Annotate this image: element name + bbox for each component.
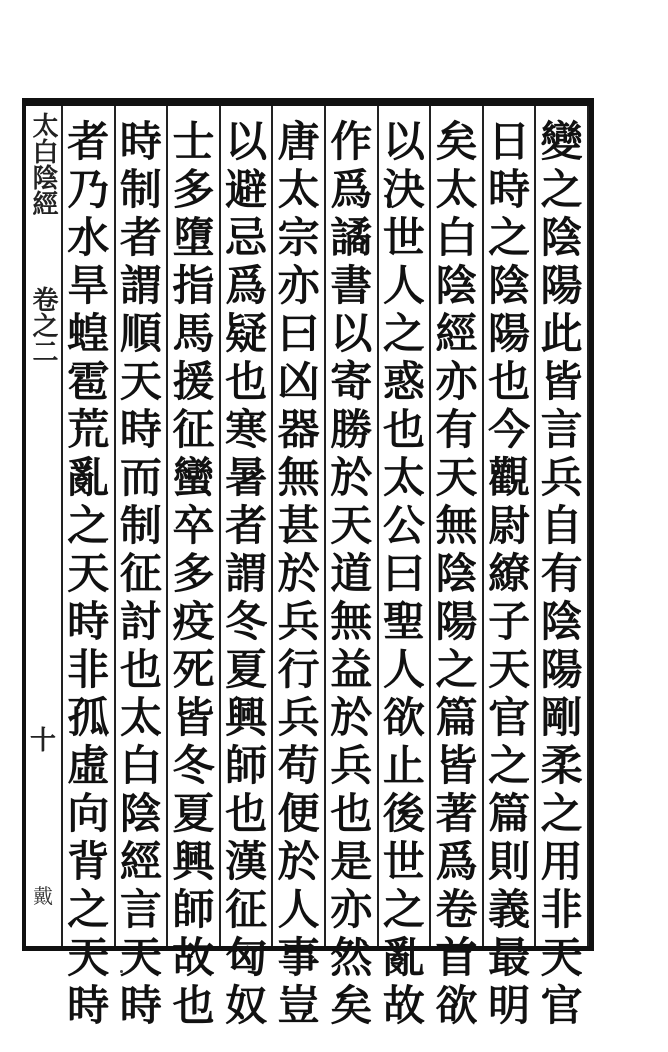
character: 譎 bbox=[330, 213, 373, 262]
character: 柔 bbox=[540, 741, 583, 790]
character: 征 bbox=[225, 885, 268, 934]
character: 決 bbox=[382, 165, 425, 214]
character: 之 bbox=[488, 213, 531, 262]
character: 有 bbox=[540, 549, 583, 598]
character: 陽 bbox=[540, 261, 583, 310]
text-column bbox=[433, 117, 481, 1030]
character: 器 bbox=[277, 405, 320, 454]
character: 夏 bbox=[225, 645, 268, 694]
character: 忌 bbox=[225, 213, 268, 262]
character: 則 bbox=[488, 837, 531, 886]
character: 之 bbox=[435, 645, 478, 694]
character: 人 bbox=[382, 261, 425, 310]
column-rule bbox=[114, 106, 116, 946]
character: 旱 bbox=[67, 261, 110, 310]
fold-page-number: 十 bbox=[29, 726, 56, 756]
character: 討 bbox=[119, 597, 162, 646]
character: 篇 bbox=[488, 789, 531, 838]
character: 孤 bbox=[67, 693, 110, 742]
character: 太 bbox=[119, 693, 162, 742]
character: 匈 bbox=[225, 933, 268, 982]
character: 兵 bbox=[277, 693, 320, 742]
character: 太 bbox=[382, 453, 425, 502]
character: 世 bbox=[382, 837, 425, 886]
character: 益 bbox=[330, 645, 373, 694]
character: 矣 bbox=[330, 981, 373, 1030]
character: 多 bbox=[172, 549, 215, 598]
character: 欲 bbox=[382, 693, 425, 742]
character: 爲 bbox=[330, 165, 373, 214]
character: 便 bbox=[277, 789, 320, 838]
character: 觀 bbox=[488, 453, 531, 502]
character: 曰 bbox=[277, 309, 320, 358]
character: 制 bbox=[119, 501, 162, 550]
character: 爲 bbox=[225, 261, 268, 310]
character: 之 bbox=[382, 309, 425, 358]
character: 蝗 bbox=[67, 309, 110, 358]
character: 故 bbox=[382, 981, 425, 1030]
character: 於 bbox=[330, 453, 373, 502]
character: 首 bbox=[435, 933, 478, 982]
character: 夏 bbox=[172, 789, 215, 838]
character: 言 bbox=[540, 405, 583, 454]
character: 今 bbox=[488, 405, 531, 454]
character: 甚 bbox=[277, 501, 320, 550]
character: 荒 bbox=[67, 405, 110, 454]
character: 以 bbox=[330, 309, 373, 358]
character: 無 bbox=[330, 597, 373, 646]
column-rule bbox=[429, 106, 431, 946]
fold-mark: 戴 bbox=[33, 884, 53, 908]
character: 也 bbox=[382, 405, 425, 454]
character: 以 bbox=[225, 117, 268, 166]
text-column bbox=[327, 117, 375, 1030]
character: 白 bbox=[435, 213, 478, 262]
character: 向 bbox=[67, 789, 110, 838]
character: 虛 bbox=[67, 741, 110, 790]
text-column bbox=[485, 117, 533, 1030]
character: 之 bbox=[67, 885, 110, 934]
character: 之 bbox=[67, 501, 110, 550]
character: 日 bbox=[488, 117, 531, 166]
character: 水 bbox=[67, 213, 110, 262]
character: 欲 bbox=[435, 981, 478, 1030]
character: 也 bbox=[225, 357, 268, 406]
character: 作 bbox=[330, 117, 373, 166]
column-rule bbox=[377, 106, 379, 946]
column-rule bbox=[324, 106, 326, 946]
character: 之 bbox=[540, 165, 583, 214]
character: 明 bbox=[488, 981, 531, 1030]
character: 也 bbox=[172, 981, 215, 1030]
character: 時 bbox=[67, 981, 110, 1030]
character: 皆 bbox=[172, 693, 215, 742]
character: 乃 bbox=[67, 165, 110, 214]
character: 亂 bbox=[67, 453, 110, 502]
character: 陰 bbox=[488, 261, 531, 310]
character: 此 bbox=[540, 309, 583, 358]
character: 篇 bbox=[435, 693, 478, 742]
character: 制 bbox=[119, 165, 162, 214]
character: 後 bbox=[382, 789, 425, 838]
character: 義 bbox=[488, 885, 531, 934]
character: 蠻 bbox=[172, 453, 215, 502]
character: 陰 bbox=[435, 261, 478, 310]
text-column bbox=[117, 117, 165, 1030]
character: 也 bbox=[119, 645, 162, 694]
character: 征 bbox=[172, 405, 215, 454]
fold-volume-text: 卷之二 bbox=[28, 286, 58, 364]
character: 止 bbox=[382, 741, 425, 790]
character: 死 bbox=[172, 645, 215, 694]
character: 興 bbox=[225, 693, 268, 742]
character: 兵 bbox=[540, 453, 583, 502]
character: 陰 bbox=[540, 597, 583, 646]
character: 師 bbox=[225, 741, 268, 790]
fold-rule bbox=[61, 106, 63, 946]
character: 亦 bbox=[330, 885, 373, 934]
character: 冬 bbox=[225, 597, 268, 646]
character: 也 bbox=[225, 789, 268, 838]
character: 之 bbox=[382, 885, 425, 934]
character: 亦 bbox=[277, 261, 320, 310]
character: 馬 bbox=[172, 309, 215, 358]
character: 然 bbox=[330, 933, 373, 982]
character: 援 bbox=[172, 357, 215, 406]
fold-title bbox=[28, 112, 58, 364]
character: 天 bbox=[119, 357, 162, 406]
character: 暑 bbox=[225, 453, 268, 502]
character: 時 bbox=[119, 117, 162, 166]
character: 謂 bbox=[119, 261, 162, 310]
character: 行 bbox=[277, 645, 320, 694]
character: 爲 bbox=[435, 837, 478, 886]
character: 自 bbox=[540, 501, 583, 550]
character: 指 bbox=[172, 261, 215, 310]
character: 謂 bbox=[225, 549, 268, 598]
character: 兵 bbox=[330, 741, 373, 790]
character: 無 bbox=[435, 501, 478, 550]
character: 道 bbox=[330, 549, 373, 598]
character: 宗 bbox=[277, 213, 320, 262]
character: 人 bbox=[277, 885, 320, 934]
character: 天 bbox=[435, 453, 478, 502]
character: 世 bbox=[382, 213, 425, 262]
character: 公 bbox=[382, 501, 425, 550]
text-column bbox=[380, 117, 428, 1030]
column-rule bbox=[482, 106, 484, 946]
character: 時 bbox=[67, 597, 110, 646]
character: 亦 bbox=[435, 357, 478, 406]
character: 變 bbox=[540, 117, 583, 166]
character: 陰 bbox=[540, 213, 583, 262]
character: 故 bbox=[172, 933, 215, 982]
character: 者 bbox=[225, 501, 268, 550]
character: 亂 bbox=[382, 933, 425, 982]
character: 剛 bbox=[540, 693, 583, 742]
character: 墮 bbox=[172, 213, 215, 262]
character: 書 bbox=[330, 261, 373, 310]
character: 無 bbox=[277, 453, 320, 502]
character: 於 bbox=[277, 837, 320, 886]
character: 經 bbox=[119, 837, 162, 886]
character: 雹 bbox=[67, 357, 110, 406]
character: 之 bbox=[488, 741, 531, 790]
character: 子 bbox=[488, 597, 531, 646]
character: 者 bbox=[67, 117, 110, 166]
frame-top-border bbox=[22, 98, 594, 106]
character: 皆 bbox=[540, 357, 583, 406]
character: 曰 bbox=[382, 549, 425, 598]
column-rule bbox=[587, 106, 589, 946]
character: 聖 bbox=[382, 597, 425, 646]
character: 時 bbox=[119, 981, 162, 1030]
character: 陽 bbox=[540, 645, 583, 694]
character: 背 bbox=[67, 837, 110, 886]
character: 也 bbox=[488, 357, 531, 406]
character: 避 bbox=[225, 165, 268, 214]
character: 天 bbox=[67, 933, 110, 982]
character: 非 bbox=[540, 885, 583, 934]
character: 陰 bbox=[119, 789, 162, 838]
character: 言 bbox=[119, 885, 162, 934]
character: 寄 bbox=[330, 357, 373, 406]
character: 卷 bbox=[435, 885, 478, 934]
character: 而 bbox=[119, 453, 162, 502]
character: 有 bbox=[435, 405, 478, 454]
character: 於 bbox=[277, 549, 320, 598]
character: 官 bbox=[540, 981, 583, 1030]
character: 時 bbox=[119, 405, 162, 454]
text-column bbox=[170, 117, 218, 1030]
character: 之 bbox=[540, 789, 583, 838]
character: 人 bbox=[382, 645, 425, 694]
character: 奴 bbox=[225, 981, 268, 1030]
character: 陽 bbox=[435, 597, 478, 646]
character: 事 bbox=[277, 933, 320, 982]
character: 矣 bbox=[435, 117, 478, 166]
character: 多 bbox=[172, 165, 215, 214]
character: 士 bbox=[172, 117, 215, 166]
character: 師 bbox=[172, 885, 215, 934]
character: 天 bbox=[488, 645, 531, 694]
character: 兵 bbox=[277, 597, 320, 646]
character: 時 bbox=[488, 165, 531, 214]
character: 征 bbox=[119, 549, 162, 598]
character: 白 bbox=[119, 741, 162, 790]
character: 興 bbox=[172, 837, 215, 886]
character: 尉 bbox=[488, 501, 531, 550]
character: 用 bbox=[540, 837, 583, 886]
character: 繚 bbox=[488, 549, 531, 598]
character: 非 bbox=[67, 645, 110, 694]
character: 順 bbox=[119, 309, 162, 358]
character: 太 bbox=[277, 165, 320, 214]
character: 寒 bbox=[225, 405, 268, 454]
character: 陽 bbox=[488, 309, 531, 358]
text-column bbox=[222, 117, 270, 1030]
character: 漢 bbox=[225, 837, 268, 886]
character: 勝 bbox=[330, 405, 373, 454]
character: 卒 bbox=[172, 501, 215, 550]
character: 於 bbox=[330, 693, 373, 742]
character: 苟 bbox=[277, 741, 320, 790]
character: 疑 bbox=[225, 309, 268, 358]
text-column bbox=[275, 117, 323, 1030]
column-rule bbox=[271, 106, 273, 946]
character: 是 bbox=[330, 837, 373, 886]
character: 著 bbox=[435, 789, 478, 838]
character: 者 bbox=[119, 213, 162, 262]
character: 陰 bbox=[435, 549, 478, 598]
fold-title-text: 太白陰經 bbox=[28, 112, 58, 216]
character: 天 bbox=[330, 501, 373, 550]
character: 天 bbox=[540, 933, 583, 982]
character: 豈 bbox=[277, 981, 320, 1030]
column-rule bbox=[219, 106, 221, 946]
character: 太 bbox=[435, 165, 478, 214]
column-rule bbox=[534, 106, 536, 946]
character: 惑 bbox=[382, 357, 425, 406]
character: 最 bbox=[488, 933, 531, 982]
character: 冬 bbox=[172, 741, 215, 790]
character: 皆 bbox=[435, 741, 478, 790]
character: 天 bbox=[67, 549, 110, 598]
column-rule bbox=[166, 106, 168, 946]
text-column bbox=[64, 117, 112, 1030]
character: 疫 bbox=[172, 597, 215, 646]
character: 也 bbox=[330, 789, 373, 838]
character: 凶 bbox=[277, 357, 320, 406]
character: 唐 bbox=[277, 117, 320, 166]
character: 以 bbox=[382, 117, 425, 166]
character: 官 bbox=[488, 693, 531, 742]
character: 經 bbox=[435, 309, 478, 358]
character: 天 bbox=[119, 933, 162, 982]
text-column bbox=[538, 117, 586, 1030]
